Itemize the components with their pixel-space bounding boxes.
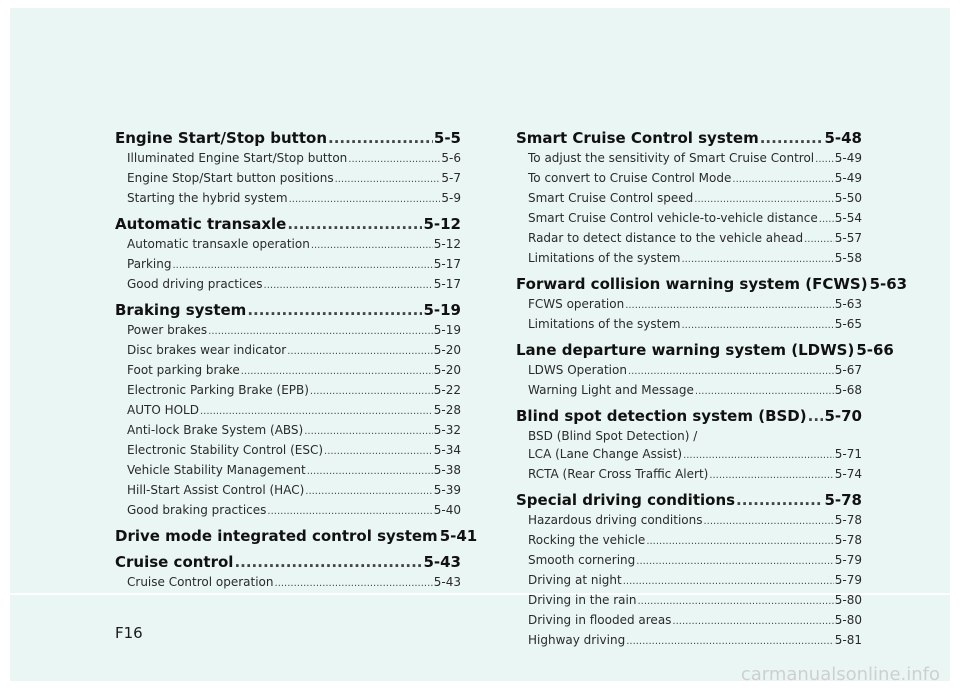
toc-entry[interactable] xyxy=(115,401,461,421)
toc-heading[interactable] xyxy=(516,273,908,295)
toc-heading-label: Engine Start/Stop button xyxy=(115,129,327,147)
toc-heading-page: 5-19 xyxy=(423,301,461,319)
toc-heading[interactable] xyxy=(516,405,862,427)
leader-dots xyxy=(305,483,433,501)
toc-left-column xyxy=(115,127,478,597)
toc-heading-page: 5-41 xyxy=(439,527,478,545)
toc-right-column xyxy=(516,127,908,655)
toc-entry-label: Good driving practices xyxy=(127,277,263,291)
leader-dots xyxy=(328,127,433,149)
toc-heading-label: Automatic transaxle xyxy=(115,215,287,233)
toc-entry-page: 5-22 xyxy=(433,383,461,397)
toc-entry-page: 5-54 xyxy=(834,211,862,225)
toc-entry-label: Illuminated Engine Start/Stop button xyxy=(127,151,348,165)
leader-dots xyxy=(694,191,834,209)
toc-heading[interactable] xyxy=(115,525,478,547)
leader-dots xyxy=(646,533,833,551)
toc-entry-page: 5-17 xyxy=(433,257,461,271)
toc-entry-page: 5-79 xyxy=(834,573,862,587)
toc-entry[interactable] xyxy=(516,465,862,485)
toc-entry[interactable] xyxy=(516,611,862,631)
toc-entry-label: Electronic Parking Brake (EPB) xyxy=(127,383,309,397)
toc-entry-page: 5-80 xyxy=(834,593,862,607)
leader-dots xyxy=(637,593,833,611)
toc-heading[interactable] xyxy=(516,339,894,361)
toc-entry-label: Warning Light and Message xyxy=(528,383,694,397)
toc-entry-label: LDWS Operation xyxy=(528,363,627,377)
toc-entry[interactable] xyxy=(115,235,461,255)
toc-entry[interactable] xyxy=(115,501,461,521)
toc-entry-page: 5-71 xyxy=(834,447,862,461)
toc-entry[interactable] xyxy=(115,481,461,501)
toc-entry-label: Electronic Stability Control (ESC) xyxy=(127,443,324,457)
toc-entry-label: Engine Stop/Start button positions xyxy=(127,171,334,185)
toc-entry[interactable] xyxy=(115,573,461,593)
toc-entry[interactable] xyxy=(516,315,862,335)
toc-entry[interactable] xyxy=(115,321,461,341)
toc-entry-page: 5-81 xyxy=(834,633,862,647)
toc-entry[interactable] xyxy=(115,149,461,169)
toc-entry-page: 5-49 xyxy=(834,171,862,185)
toc-entry-page: 5-20 xyxy=(433,343,461,357)
toc-heading[interactable] xyxy=(115,551,461,573)
toc-entry-label: Radar to detect distance to the vehicle ahead xyxy=(528,231,804,245)
toc-entry[interactable] xyxy=(516,149,862,169)
toc-entry[interactable] xyxy=(516,631,862,651)
leader-dots xyxy=(173,257,433,275)
toc-entry-label: FCWS operation xyxy=(528,297,625,311)
toc-entry-page: 5-39 xyxy=(433,483,461,497)
leader-dots xyxy=(695,383,834,401)
toc-entry-page: 5-17 xyxy=(433,277,461,291)
toc-heading-label: Special driving conditions xyxy=(516,491,736,509)
toc-entry[interactable] xyxy=(516,551,862,571)
leader-dots xyxy=(247,299,422,321)
toc-entry-page: 5-67 xyxy=(834,363,862,377)
toc-entry-label: Driving in flooded areas xyxy=(528,613,672,627)
leader-dots xyxy=(819,211,834,229)
toc-section-forward-collision-warning-system-fcws xyxy=(516,273,908,335)
toc-entry-label: Highway driving xyxy=(528,633,626,647)
toc-entry-page: 5-6 xyxy=(441,151,461,165)
toc-entry-label: Disc brakes wear indicator xyxy=(127,343,287,357)
leader-dots xyxy=(335,171,441,189)
toc-heading-page: 5-66 xyxy=(856,341,894,359)
toc-entry-label: BSD (Blind Spot Detection) / xyxy=(528,429,698,443)
toc-entry[interactable] xyxy=(115,189,461,209)
toc-section-automatic-transaxle xyxy=(115,213,461,295)
leader-dots xyxy=(709,467,833,485)
leader-dots xyxy=(241,363,433,381)
toc-entry-label: AUTO HOLD xyxy=(127,403,199,417)
toc-entry-label: Parking xyxy=(127,257,172,271)
toc-entry-page: 5-12 xyxy=(433,237,461,251)
toc-entry-page: 5-57 xyxy=(834,231,862,245)
toc-heading[interactable] xyxy=(115,127,461,149)
leader-dots xyxy=(623,573,834,591)
toc-section-smart-cruise-control-system xyxy=(516,127,862,269)
leader-dots xyxy=(636,553,834,571)
toc-entry-label: Smart Cruise Control vehicle-to-vehicle distance xyxy=(528,211,818,225)
toc-entry-label: Starting the hybrid system xyxy=(127,191,288,205)
leader-dots xyxy=(348,151,440,169)
toc-section-braking-system xyxy=(115,299,461,521)
leader-dots xyxy=(287,213,422,235)
toc-entry-label: Smooth cornering xyxy=(528,553,636,567)
leader-dots xyxy=(200,403,433,421)
toc-entry-page: 5-49 xyxy=(834,151,862,165)
toc-entry-label: Cruise Control operation xyxy=(127,575,274,589)
toc-heading[interactable] xyxy=(115,299,461,321)
leader-dots xyxy=(267,503,432,521)
toc-entry-label: To convert to Cruise Control Mode xyxy=(528,171,732,185)
toc-heading-page: 5-48 xyxy=(824,129,862,147)
toc-entry-label: Hill-Start Assist Control (HAC) xyxy=(127,483,305,497)
leader-dots xyxy=(626,633,834,651)
toc-section-cruise-control xyxy=(115,551,461,593)
toc-entry[interactable] xyxy=(516,361,862,381)
toc-entry-page: 5-63 xyxy=(834,297,862,311)
toc-entry-label: Good braking practices xyxy=(127,503,267,517)
toc-section-lane-departure-warning-system-ldws xyxy=(516,339,894,401)
toc-heading-label: Smart Cruise Control system xyxy=(516,129,759,147)
toc-entry-page: 5-65 xyxy=(834,317,862,331)
toc-heading-page: 5-43 xyxy=(423,553,461,571)
leader-dots xyxy=(672,613,833,631)
leader-dots xyxy=(732,171,833,189)
toc-entry-label: Rocking the vehicle xyxy=(528,533,646,547)
leader-dots xyxy=(304,423,433,441)
toc-section-engine-start-stop-button xyxy=(115,127,461,209)
leader-dots xyxy=(808,405,824,427)
toc-section-special-driving-conditions xyxy=(516,489,862,651)
toc-entry-label: Limitations of the system xyxy=(528,317,681,331)
toc-entry[interactable] xyxy=(516,511,862,531)
toc-entry-page: 5-43 xyxy=(433,575,461,589)
toc-entry[interactable] xyxy=(516,571,862,591)
toc-heading[interactable] xyxy=(516,127,862,149)
toc-entry-page: 5-38 xyxy=(433,463,461,477)
toc-entry[interactable] xyxy=(115,341,461,361)
toc-entry[interactable] xyxy=(516,445,862,465)
toc-entry[interactable] xyxy=(516,209,862,229)
toc-section-drive-mode-integrated-control-system xyxy=(115,525,478,547)
toc-entry-page: 5-34 xyxy=(433,443,461,457)
toc-entry-page: 5-50 xyxy=(834,191,862,205)
toc-entry-label: Limitations of the system xyxy=(528,251,681,265)
toc-entry[interactable] xyxy=(516,189,862,209)
watermark: carmanualsonline.info xyxy=(740,664,940,685)
toc-heading[interactable] xyxy=(115,213,461,235)
toc-entry[interactable] xyxy=(516,169,862,189)
toc-entry[interactable] xyxy=(516,591,862,611)
toc-entry-label: Smart Cruise Control speed xyxy=(528,191,694,205)
toc-entry-label: To adjust the sensitivity of Smart Cruise Control xyxy=(528,151,815,165)
leader-dots xyxy=(681,251,833,269)
toc-heading-label: Forward collision warning system (FCWS) xyxy=(516,275,868,293)
leader-dots xyxy=(703,513,833,531)
toc-entry[interactable] xyxy=(115,361,461,381)
leader-dots xyxy=(310,383,433,401)
leader-dots xyxy=(815,151,834,169)
toc-section-blind-spot-detection-system-bsd xyxy=(516,405,862,485)
leader-dots xyxy=(307,463,433,481)
toc-entry-label: Hazardous driving conditions xyxy=(528,513,703,527)
toc-heading-page: 5-63 xyxy=(869,275,908,293)
toc-heading-label: Drive mode integrated control system xyxy=(115,527,438,545)
leader-dots xyxy=(681,317,833,335)
leader-dots xyxy=(628,363,834,381)
toc-entry-page: 5-78 xyxy=(834,513,862,527)
toc-entry-page: 5-58 xyxy=(834,251,862,265)
toc-entry-page: 5-74 xyxy=(834,467,862,481)
leader-dots xyxy=(311,237,433,255)
toc-heading[interactable] xyxy=(516,489,862,511)
toc-entry[interactable] xyxy=(115,461,461,481)
toc-entry-page: 5-79 xyxy=(834,553,862,567)
toc-entry[interactable] xyxy=(516,531,862,551)
toc-entry-label: Driving at night xyxy=(528,573,622,587)
toc-entry-label: LCA (Lane Change Assist) xyxy=(528,447,683,461)
toc-entry-page: 5-68 xyxy=(834,383,862,397)
toc-entry-page: 5-28 xyxy=(433,403,461,417)
toc-entry[interactable] xyxy=(516,381,862,401)
toc-entry-page: 5-7 xyxy=(441,171,461,185)
toc-entry[interactable] xyxy=(115,275,461,295)
leader-dots xyxy=(275,575,433,593)
toc-heading-page: 5-70 xyxy=(824,407,862,425)
leader-dots xyxy=(736,489,823,511)
toc-entry-page: 5-78 xyxy=(834,533,862,547)
toc-entry-label: Foot parking brake xyxy=(127,363,240,377)
toc-heading-page: 5-12 xyxy=(423,215,461,233)
leader-dots xyxy=(625,297,834,315)
leader-dots xyxy=(804,231,834,249)
leader-dots xyxy=(234,551,422,573)
toc-entry[interactable] xyxy=(516,229,862,249)
leader-dots xyxy=(264,277,433,295)
toc-entry-page: 5-19 xyxy=(433,323,461,337)
toc-entry-page: 5-32 xyxy=(433,423,461,437)
toc-heading-label: Cruise control xyxy=(115,553,234,571)
leader-dots xyxy=(760,127,824,149)
toc-entry[interactable] xyxy=(115,255,461,275)
toc-heading-label: Blind spot detection system (BSD) xyxy=(516,407,807,425)
leader-dots xyxy=(683,447,834,465)
toc-entry-page: 5-40 xyxy=(433,503,461,517)
toc-entry[interactable] xyxy=(516,249,862,269)
toc-heading-label: Lane departure warning system (LDWS) xyxy=(516,341,855,359)
toc-entry[interactable] xyxy=(115,381,461,401)
toc-entry[interactable] xyxy=(115,421,461,441)
leader-dots xyxy=(289,191,441,209)
toc-entry-page: 5-9 xyxy=(441,191,461,205)
toc-entry-page: 5-20 xyxy=(433,363,461,377)
page-number: F16 xyxy=(115,624,143,642)
toc-heading-label: Braking system xyxy=(115,301,247,319)
toc-entry[interactable] xyxy=(115,441,461,461)
toc-entry-label: Automatic transaxle operation xyxy=(127,237,310,251)
toc-entry[interactable] xyxy=(516,427,862,445)
toc-entry-page: 5-80 xyxy=(834,613,862,627)
toc-entry-label: Power brakes xyxy=(127,323,208,337)
leader-dots xyxy=(208,323,433,341)
leader-dots xyxy=(324,443,433,461)
toc-heading-page: 5-78 xyxy=(824,491,862,509)
toc-entry-label: RCTA (Rear Cross Traffic Alert) xyxy=(528,467,709,481)
toc-entry-label: Driving in the rain xyxy=(528,593,637,607)
toc-entry-label: Anti-lock Brake System (ABS) xyxy=(127,423,304,437)
toc-entry[interactable] xyxy=(115,169,461,189)
toc-entry-label: Vehicle Stability Management xyxy=(127,463,306,477)
toc-entry[interactable] xyxy=(516,295,862,315)
leader-dots xyxy=(287,343,433,361)
toc-heading-page: 5-5 xyxy=(433,129,461,147)
